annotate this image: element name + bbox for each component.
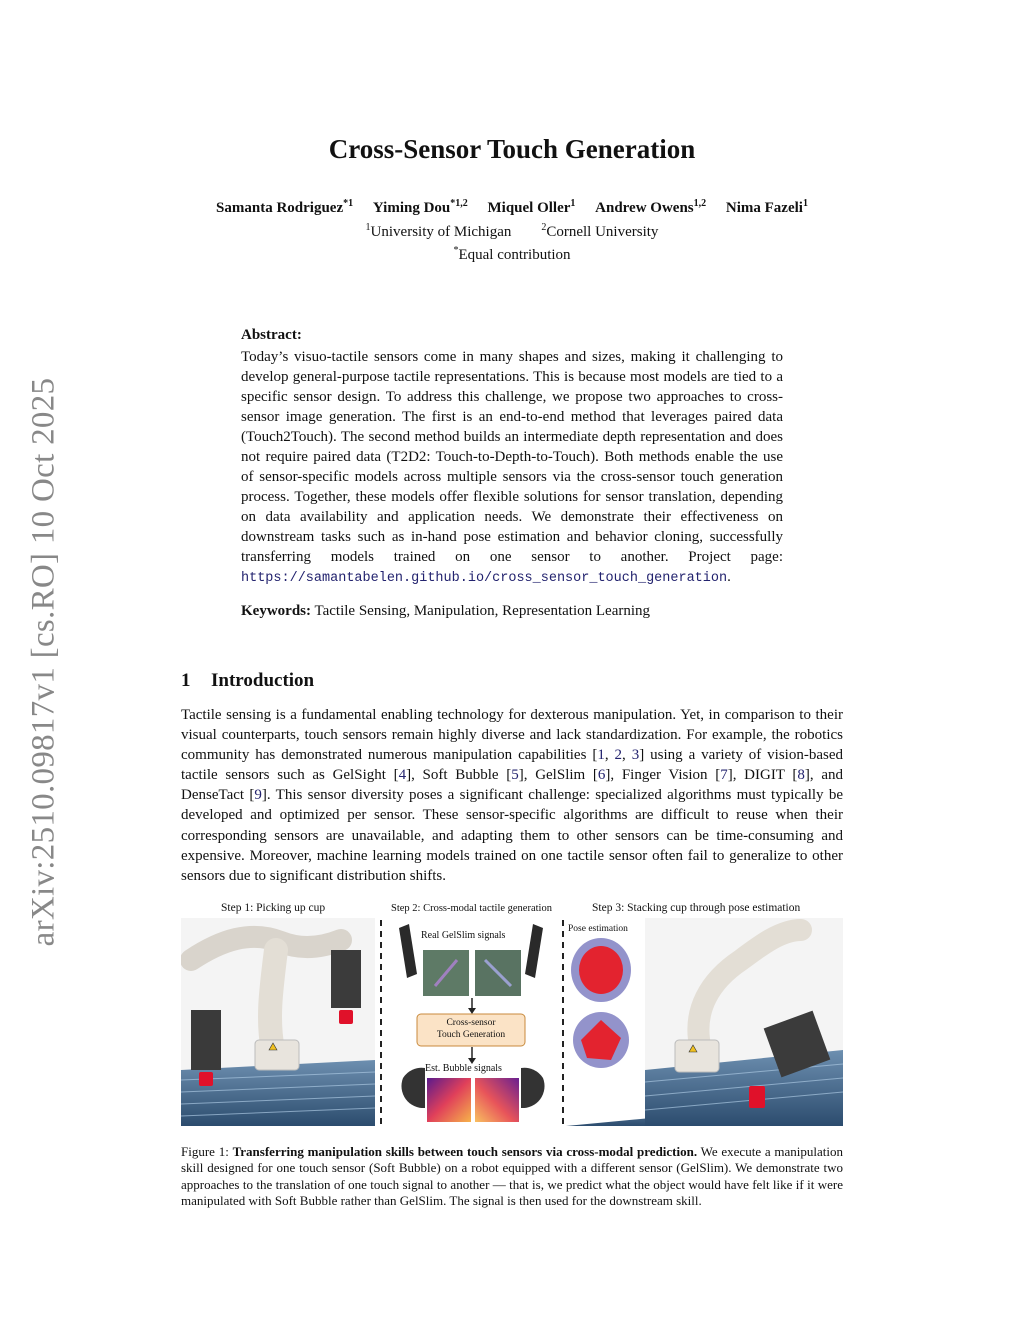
- step1-label: Step 1: Picking up cup: [221, 902, 326, 914]
- citation-link[interactable]: 9: [254, 787, 262, 804]
- citation-link[interactable]: 3: [631, 747, 640, 764]
- citation-link[interactable]: 4: [398, 767, 407, 784]
- citation-link[interactable]: 5: [511, 767, 519, 784]
- author-name: Miquel Oller$^1$: [487, 198, 576, 216]
- photo-picking-up-cup: [181, 918, 375, 1126]
- figure-1: [181, 900, 843, 1130]
- author-name: Samanta Rodriguez$^{*1}$: [216, 198, 354, 216]
- project-page-link[interactable]: https://samantabelen.github.io/cross_sensor_touch_generation: [241, 571, 728, 586]
- citation-link[interactable]: 1: [597, 747, 605, 764]
- citation-link[interactable]: 6: [597, 767, 606, 784]
- affiliations: $^1$University of Michigan $^2$Cornell University: [365, 222, 659, 240]
- citation-link[interactable]: 2: [614, 747, 623, 764]
- keywords: Keywords: Tactile Sensing, Manipulation, Representation Learning: [241, 603, 651, 619]
- affiliation-cornell: Cornell University: [546, 224, 659, 240]
- section-heading-introduction: 1 Introduction: [181, 670, 315, 691]
- citation-link[interactable]: 8: [797, 767, 805, 784]
- introduction-paragraph: Tactile sensing is a fundamental enabling technology for dexterous manipulation. Yet, in comparison to their visual counterparts, touch sensors remain highly diverse and lack standardization. For example, the robotics community has demonstrated numerous manipulation capabilities [1, 2, 3] using a variety of vision-based tactile sensors such as GelSight [4], Soft Bubble [5], GelSlim [6], Finger Vision [7], DIGIT [8], and DenseTact [9]. This sensor diversity poses a significant challenge: specialized algorithms must typically be developed and optimized per sensor. These sensor-specific algorithms are difficult to reuse when their corresponding sensors are unavailable, and adapting them to other sensors can be time-consuming and expensive. Moreover, machine learning models trained on one tactile sensor often fail to generalize to other sensors due to significant distribution shifts.: [181, 707, 844, 884]
- paper-title: Cross-Sensor Touch Generation: [328, 134, 696, 164]
- pose-estimation-label: Pose estimation: [568, 924, 628, 934]
- figure-caption: Figure 1: Transferring manipulation skills between touch sensors via cross-modal prediction. We execute a manipulation skill designed for one touch sensor (Soft Bubble) on a robot equipped with a different sensor (GelSlim). We demonstrate two approaches to the translation of one touch signal to another — that is, we predict what the object would have felt like if it were manipulated with Soft Bubble rather than GelSlim. The signal is then used for the downstream skill.: [181, 1144, 843, 1209]
- affiliation-michigan: University of Michigan: [370, 224, 512, 240]
- cross-sensor-box-label: Cross-sensor Touch Generation: [436, 1018, 506, 1040]
- author-name: Andrew Owens$^{1,2}$: [595, 198, 707, 216]
- author-name: Nima Fazeli$^1$: [725, 198, 808, 216]
- real-gelslim-label: Real GelSlim signals: [421, 930, 506, 941]
- citation-link[interactable]: 7: [720, 767, 728, 784]
- equal-contribution-note: *Equal contribution: [453, 245, 571, 263]
- est-bubble-label: Est. Bubble signals: [425, 1063, 502, 1074]
- author-name: Yiming Dou$^{*1,2}$: [372, 198, 468, 216]
- author-list: [0, 198, 1024, 217]
- abstract-heading: Abstract:: [241, 327, 302, 343]
- step3-label: Step 3: Stacking cup through pose estimation: [592, 902, 801, 914]
- arxiv-identifier: arXiv:2510.09817v1 [cs.RO] 10 Oct 2025: [25, 377, 62, 947]
- abstract-body: Today’s visuo-tactile sensors come in many shapes and sizes, making it challenging to develop general-purpose tactile representations. This is because most models are tied to a specific sensor design. To address this challenge, we propose two approaches to cross-sensor image generation. The first is an end-to-end method that leverages paired data (Touch2Touch). The second method builds an intermediate depth representation and does not require paired data (T2D2: Touch-to-Depth-to-Touch). Both methods enable the use of sensor-specific models across multiple sensors via the cross-sensor touch generation process. Together, these models offer flexible solutions for sensor translation, depending on data availability and application needs. We demonstrate their effectiveness on downstream tasks such as in-hand pose estimation and behavior cloning, successfully transferring models trained on one sensor to another. Project page: https://samantabelen.github.io/cross_sensor_touch_generation.: [241, 349, 783, 586]
- step2-label: Step 2: Cross-modal tactile generation: [391, 903, 552, 914]
- pose-estimation-panel: [571, 938, 631, 1068]
- figure-illustration: [181, 900, 843, 1130]
- abstract: [241, 325, 783, 621]
